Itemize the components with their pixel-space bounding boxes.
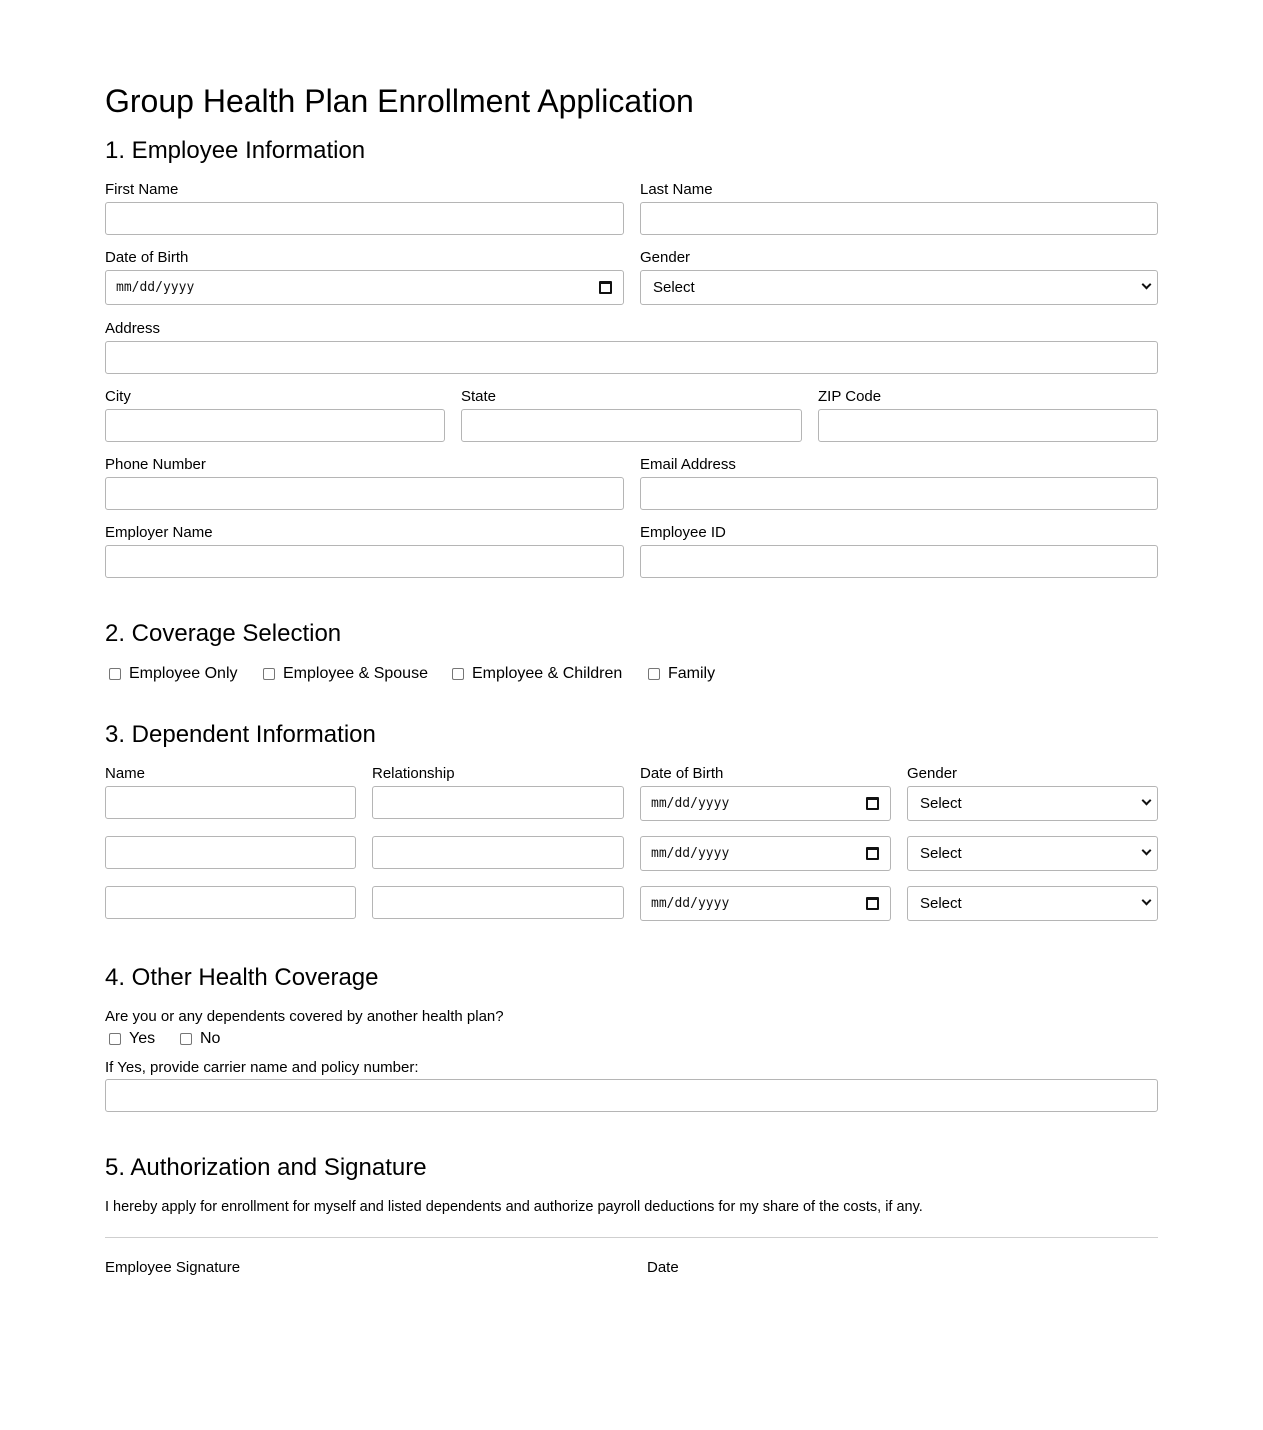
dep-gender-select[interactable]: Select xyxy=(907,786,1158,821)
address-label: Address xyxy=(105,320,161,337)
carrier-input[interactable] xyxy=(105,1079,1158,1112)
calendar-icon[interactable] xyxy=(866,797,879,810)
city-input[interactable] xyxy=(105,409,445,442)
gender-select[interactable] xyxy=(640,270,1158,305)
calendar-icon[interactable] xyxy=(866,897,879,910)
dob-placeholder: mm/dd/yyyy xyxy=(116,280,195,295)
checkbox[interactable] xyxy=(180,1033,192,1045)
checkbox[interactable] xyxy=(452,668,464,680)
calendar-icon[interactable] xyxy=(866,847,879,860)
section-heading-other-coverage: 4. Other Health Coverage xyxy=(105,964,379,991)
dep-name-input[interactable] xyxy=(105,786,356,819)
calendar-icon[interactable] xyxy=(599,281,612,294)
dep-relationship-input[interactable] xyxy=(372,786,624,819)
city-label: City xyxy=(105,388,131,405)
dob-input[interactable] xyxy=(105,270,624,305)
gender-select-value: Select xyxy=(653,279,695,296)
employee-id-input[interactable] xyxy=(640,545,1158,578)
other-coverage-yes[interactable]: Yes xyxy=(109,1030,155,1048)
state-input[interactable] xyxy=(461,409,802,442)
dob-label: Date of Birth xyxy=(105,249,189,266)
other-coverage-question: Are you or any dependents covered by another health plan? xyxy=(105,1008,504,1025)
coverage-family[interactable]: Family xyxy=(648,665,715,683)
checkbox[interactable] xyxy=(109,1033,121,1045)
section-heading-dependents: 3. Dependent Information xyxy=(105,721,376,748)
section-heading-employee: 1. Employee Information xyxy=(105,137,366,164)
carrier-label: If Yes, provide carrier name and policy number: xyxy=(105,1059,419,1076)
last-name-label: Last Name xyxy=(640,181,713,198)
dep-col-gender: Gender xyxy=(907,765,958,782)
chevron-down-icon xyxy=(1142,896,1152,906)
coverage-employee-children[interactable]: Employee & Children xyxy=(452,665,622,683)
gender-label: Gender xyxy=(640,249,691,266)
employee-signature-label: Employee Signature xyxy=(105,1259,241,1276)
checkbox[interactable] xyxy=(263,668,275,680)
zip-label: ZIP Code xyxy=(818,388,882,405)
dep-dob-input[interactable]: mm/dd/yyyy xyxy=(640,886,891,921)
other-coverage-no[interactable]: No xyxy=(180,1030,220,1048)
coverage-employee-spouse[interactable]: Employee & Spouse xyxy=(263,665,428,683)
dep-gender-select[interactable]: Select xyxy=(907,836,1158,871)
dep-name-input[interactable] xyxy=(105,836,356,869)
page-title: Group Health Plan Enrollment Application xyxy=(105,83,694,119)
first-name-label: First Name xyxy=(105,181,179,198)
dep-col-relationship: Relationship xyxy=(372,765,455,782)
email-input[interactable] xyxy=(640,477,1158,510)
employee-id-label: Employee ID xyxy=(640,524,726,541)
last-name-input[interactable] xyxy=(640,202,1158,235)
dep-dob-input[interactable]: mm/dd/yyyy xyxy=(640,786,891,821)
employer-input[interactable] xyxy=(105,545,624,578)
chevron-down-icon xyxy=(1142,280,1152,290)
checkbox[interactable] xyxy=(648,668,660,680)
dep-col-dob: Date of Birth xyxy=(640,765,724,782)
dep-relationship-input[interactable] xyxy=(372,836,624,869)
authorization-statement: I hereby apply for enrollment for myself and listed dependents and authorize payroll deductions for my share of the costs, if any. xyxy=(105,1199,923,1215)
dep-dob-input[interactable]: mm/dd/yyyy xyxy=(640,836,891,871)
dep-name-input[interactable] xyxy=(105,886,356,919)
dep-gender-select[interactable]: Select xyxy=(907,886,1158,921)
coverage-employee-only[interactable]: Employee Only xyxy=(109,665,238,683)
chevron-down-icon xyxy=(1142,846,1152,856)
signature-line xyxy=(105,1237,1158,1238)
dep-relationship-input[interactable] xyxy=(372,886,624,919)
signature-date-label: Date xyxy=(647,1259,679,1276)
dep-col-name: Name xyxy=(105,765,146,782)
first-name-input[interactable] xyxy=(105,202,624,235)
chevron-down-icon xyxy=(1142,796,1152,806)
zip-input[interactable] xyxy=(818,409,1158,442)
phone-label: Phone Number xyxy=(105,456,206,473)
section-heading-authorization: 5. Authorization and Signature xyxy=(105,1154,427,1181)
checkbox[interactable] xyxy=(109,668,121,680)
phone-input[interactable] xyxy=(105,477,624,510)
address-input[interactable] xyxy=(105,341,1158,374)
email-label: Email Address xyxy=(640,456,736,473)
section-heading-coverage: 2. Coverage Selection xyxy=(105,620,342,647)
employer-label: Employer Name xyxy=(105,524,213,541)
state-label: State xyxy=(461,388,497,405)
